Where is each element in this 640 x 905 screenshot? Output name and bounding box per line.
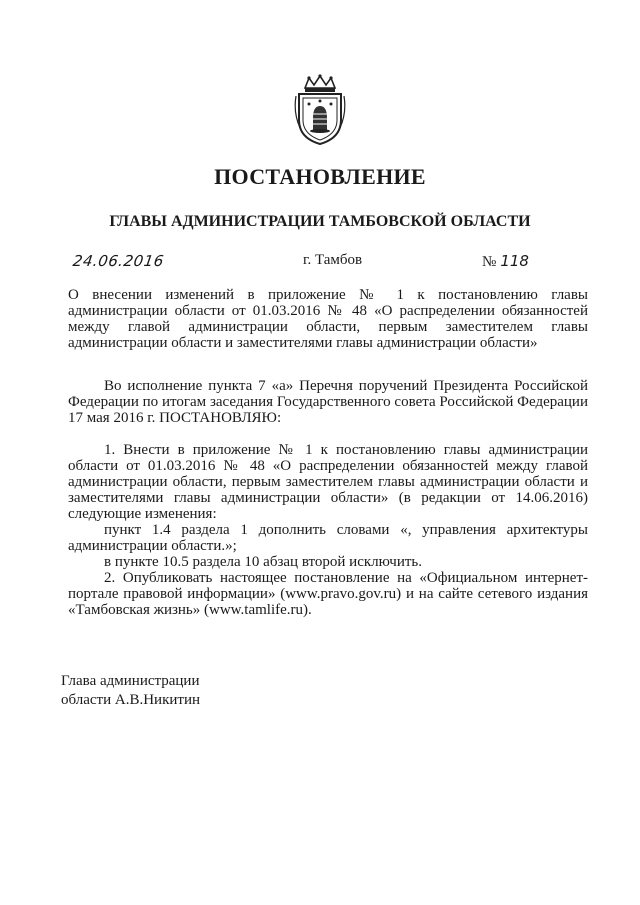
preamble-section [68,378,588,426]
document-number [482,252,529,271]
preamble-text: Во исполнение пункта 7 «а» Перечня поручений Президента Российской Федерации по итогам заседания Государственного совета Российской Федерации 17 мая 2016 г. ПОСТАНОВЛЯЮ: [68,378,588,426]
signature-block [61,672,200,710]
document-subtitle: ГЛАВЫ АДМИНИСТРАЦИИ ТАМБОВСКОЙ ОБЛАСТИ [109,213,531,230]
resolution-items [68,442,588,618]
document-title: ПОСТАНОВЛЕНИЕ [214,164,426,189]
item-2: 2. Опубликовать настоящее постановление на «Официальном интернет-портале правовой информации» (www.pravo.gov.ru) и на сайте сетевого издания «Тамбовская жизнь» (www.tamlife.ru). [68,570,588,618]
coat-of-arms-icon [293,74,347,146]
document-date: 24.06.2016 [71,252,166,270]
document-city: г. Тамбов [303,252,363,268]
signature-line-1: Глава администрации [61,673,200,689]
item-1-change-b: в пункте 10.5 раздела 10 абзац второй исключить. [104,554,422,570]
item-1: 1. Внести в приложение № 1 к постановлению главы администрации области от 01.03.2016 № 48 «О распределении обязанностей между главой администрации области, первым заместителем главы администрации области и заместителями главы администрации области» (в редакции от 14.06.2016) следующие изменения: [68,442,588,522]
document-subject: О внесении изменений в приложение № 1 к постановлению главы администрации области от 01.03.2016 № 48 «О распределении обязанностей между главой администрации области, первым заместителем главы администрации области и заместителями главы администрации области» [68,287,588,351]
item-1-change-a: пункт 1.4 раздела 1 дополнить словами «, управления архитектуры администрации области.»; [68,522,588,554]
signature-line-2: области А.В.Никитин [61,692,201,708]
number-label: № [482,254,497,270]
number-value: 118 [500,252,529,270]
